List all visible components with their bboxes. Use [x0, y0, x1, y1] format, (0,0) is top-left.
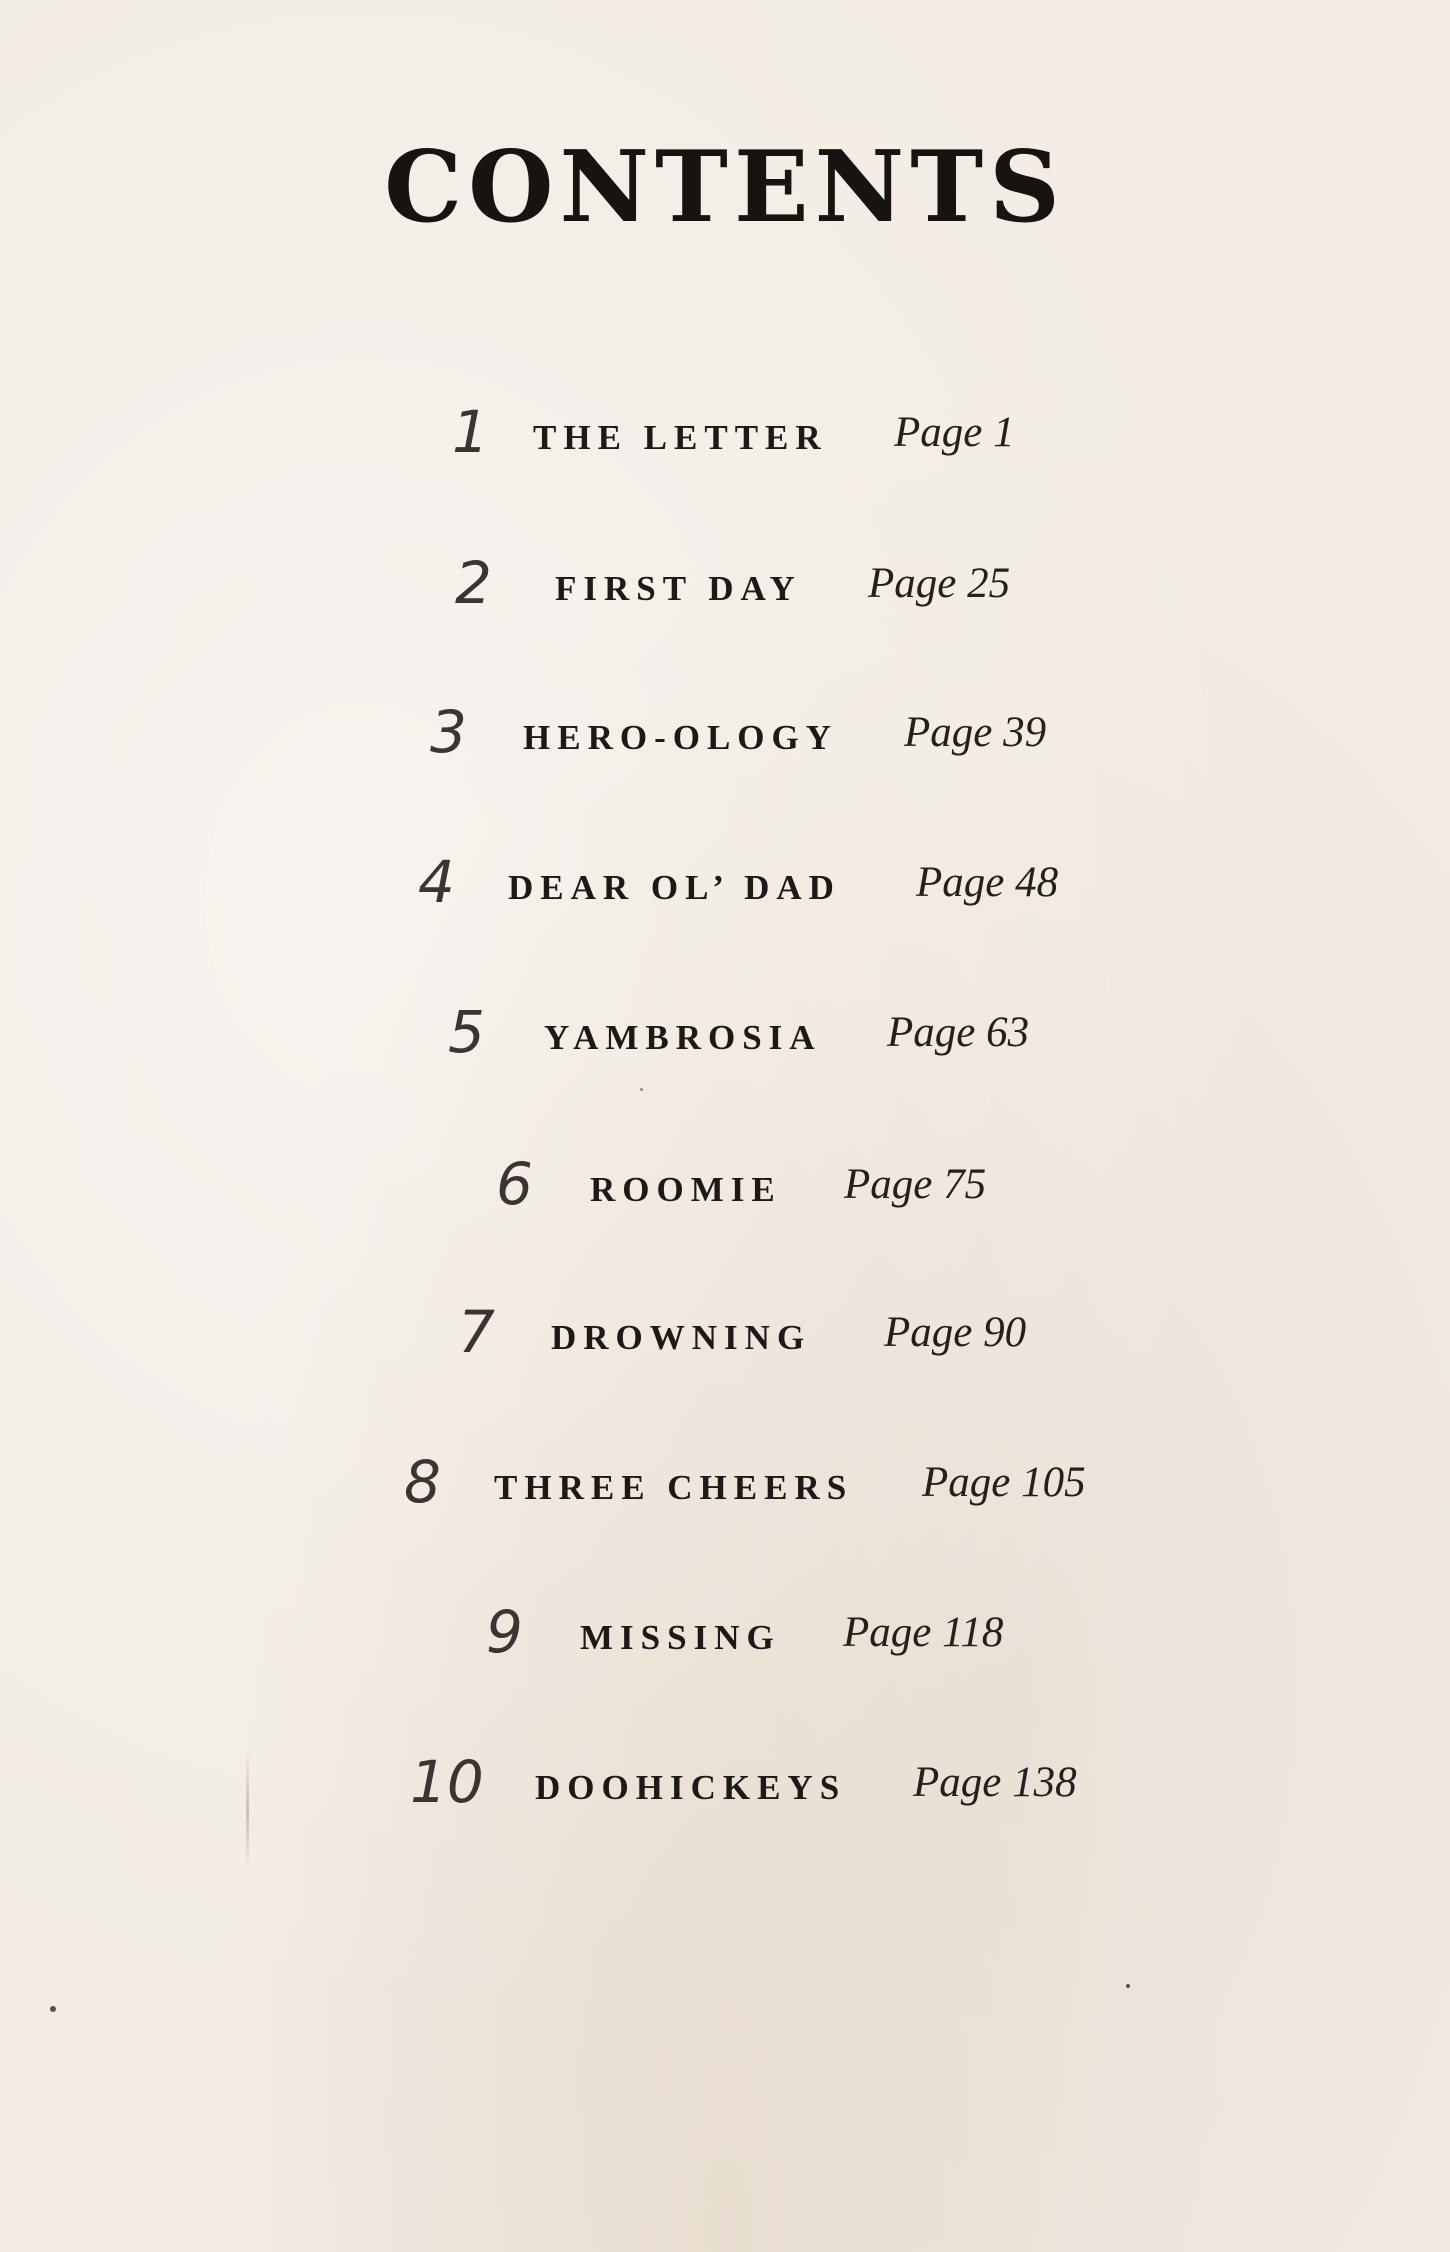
chapter-title: ROOMIE [590, 1170, 782, 1209]
paper-speck [640, 1088, 643, 1091]
chapter-number: 9 [486, 1598, 523, 1666]
chapter-title: DEAR OL’ DAD [508, 868, 841, 907]
chapter-page: Page 39 [904, 709, 1047, 756]
chapter-number: 2 [455, 549, 492, 617]
toc-entry [0, 998, 1450, 1078]
chapter-page: Page 25 [868, 560, 1011, 607]
toc-entry [0, 1298, 1450, 1378]
chapter-title: THE LETTER [533, 418, 828, 457]
chapter-page: Page 1 [894, 409, 1015, 456]
chapter-page: Page 75 [844, 1161, 987, 1208]
toc-entry [0, 1150, 1450, 1230]
chapter-title: THREE CHEERS [494, 1468, 854, 1507]
toc-entry [0, 398, 1450, 478]
chapter-page: Page 138 [913, 1759, 1077, 1806]
chapter-number: 7 [458, 1298, 495, 1366]
paper-crease [246, 1750, 249, 1870]
chapter-title: FIRST DAY [555, 569, 802, 608]
chapter-page: Page 105 [922, 1459, 1086, 1506]
toc-entry [0, 698, 1450, 778]
page-title: CONTENTS [384, 130, 1066, 245]
toc-entry [0, 848, 1450, 928]
chapter-page: Page 48 [916, 859, 1059, 906]
paper-speck [1126, 1984, 1130, 1988]
chapter-title: MISSING [580, 1618, 781, 1657]
chapter-title: HERO-OLOGY [523, 718, 839, 757]
toc-entry [0, 1748, 1450, 1828]
paper-speck [50, 2006, 56, 2012]
chapter-number: 3 [430, 698, 467, 766]
chapter-number: 10 [410, 1748, 484, 1816]
chapter-number: 1 [452, 398, 489, 466]
chapter-page: Page 63 [887, 1009, 1030, 1056]
toc-entry [0, 1598, 1450, 1678]
chapter-title: YAMBROSIA [544, 1018, 822, 1057]
chapter-number: 4 [418, 848, 455, 916]
toc-entry [0, 1448, 1450, 1528]
chapter-page: Page 90 [884, 1309, 1027, 1356]
chapter-page: Page 118 [843, 1609, 1004, 1656]
chapter-number: 6 [496, 1150, 533, 1218]
chapter-title: DROWNING [551, 1318, 812, 1357]
toc-entry [0, 549, 1450, 629]
chapter-number: 5 [448, 998, 485, 1066]
chapter-number: 8 [404, 1448, 441, 1516]
chapter-title: DOOHICKEYS [535, 1768, 847, 1807]
